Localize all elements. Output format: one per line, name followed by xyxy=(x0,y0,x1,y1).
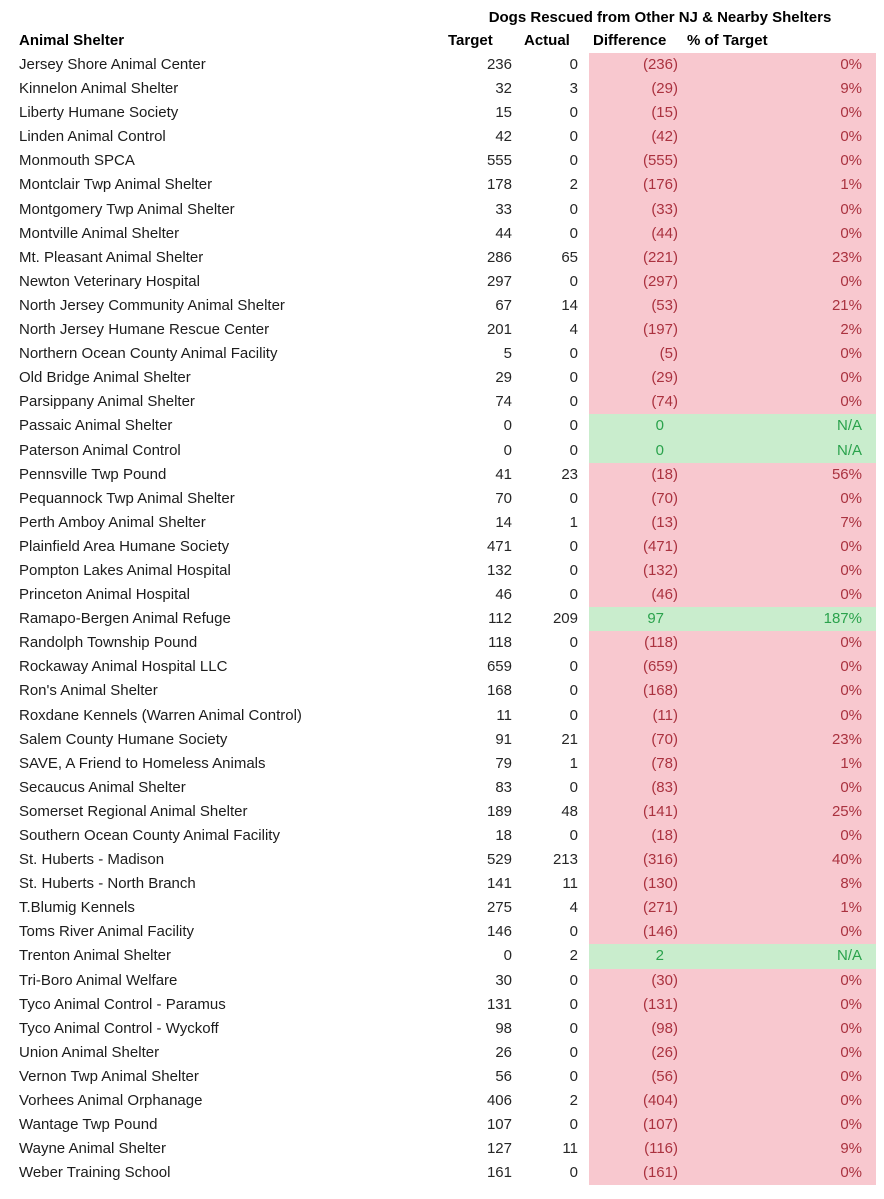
target-value-cell: 189 xyxy=(486,802,512,820)
shelter-name-cell: Pennsville Twp Pound xyxy=(19,465,167,483)
table-title: Dogs Rescued from Other NJ & Nearby Shelters xyxy=(488,9,832,26)
table-row xyxy=(0,704,884,728)
difference-value-cell: (56) xyxy=(589,1065,683,1089)
difference-value-cell: (132) xyxy=(589,559,683,583)
actual-value-cell: 0 xyxy=(569,56,578,73)
table-row xyxy=(0,944,884,968)
shelter-name-cell: Vorhees Animal Orphanage xyxy=(19,1092,203,1110)
table-row xyxy=(0,511,884,535)
target-value-cell: 44 xyxy=(495,224,512,242)
percent-of-target-cell: 1% xyxy=(683,173,876,197)
difference-value-cell: (83) xyxy=(589,776,683,800)
percent-of-target-cell: 56% xyxy=(683,463,876,487)
shelter-name-cell: Randolph Township Pound xyxy=(19,634,198,652)
table-row xyxy=(0,77,884,101)
percent-of-target-cell: 0% xyxy=(683,559,876,583)
table-row xyxy=(0,1041,884,1065)
table-row xyxy=(0,101,884,125)
percent-of-target-cell: 0% xyxy=(683,1161,876,1185)
table-row xyxy=(0,679,884,703)
shelter-name-cell: Rockaway Animal Hospital LLC xyxy=(19,658,228,676)
shelter-name-cell: Passaic Animal Shelter xyxy=(19,417,173,435)
percent-of-target-cell: 0% xyxy=(683,390,876,414)
shelter-name-cell: Union Animal Shelter xyxy=(19,1043,160,1061)
table-row xyxy=(0,270,884,294)
percent-of-target-cell: 25% xyxy=(683,800,876,824)
difference-value-cell: (70) xyxy=(589,487,683,511)
difference-value-cell: (11) xyxy=(589,704,683,728)
target-value-cell: 30 xyxy=(495,971,512,989)
target-value-cell: 67 xyxy=(495,296,512,314)
percent-of-target-cell: 0% xyxy=(683,149,876,173)
column-header-actual: Actual xyxy=(524,32,570,49)
table-row xyxy=(0,246,884,270)
target-value-cell: 42 xyxy=(495,128,512,146)
actual-value-cell: 0 xyxy=(569,586,578,604)
table-body xyxy=(0,53,884,1185)
actual-value-cell: 0 xyxy=(569,995,578,1013)
percent-of-target-cell: 0% xyxy=(683,125,876,149)
percent-of-target-cell: 0% xyxy=(683,679,876,703)
table-row xyxy=(0,583,884,607)
target-value-cell: 15 xyxy=(495,104,512,122)
target-value-cell: 98 xyxy=(495,1019,512,1037)
shelter-name-cell: Trenton Animal Shelter xyxy=(19,947,172,965)
shelter-name-cell: Ron's Animal Shelter xyxy=(19,682,158,700)
percent-of-target-cell: 0% xyxy=(683,535,876,559)
shelter-name-cell: St. Huberts - Madison xyxy=(19,851,165,869)
percent-of-target-cell: 187% xyxy=(683,607,876,631)
difference-value-cell: (271) xyxy=(589,896,683,920)
column-header-animal-shelter: Animal Shelter xyxy=(19,32,125,49)
percent-of-target-cell: 8% xyxy=(683,872,876,896)
shelter-name-cell: Northern Ocean County Animal Facility xyxy=(19,345,278,363)
table-row xyxy=(0,752,884,776)
difference-value-cell: (70) xyxy=(589,728,683,752)
percent-of-target-cell: 0% xyxy=(683,1113,876,1137)
percent-of-target-cell: 9% xyxy=(683,77,876,101)
actual-value-cell: 21 xyxy=(561,730,578,748)
actual-value-cell: 0 xyxy=(569,128,578,146)
shelter-name-cell: Ramapo-Bergen Animal Refuge xyxy=(19,610,231,628)
difference-value-cell: (555) xyxy=(589,149,683,173)
shelter-name-cell: North Jersey Humane Rescue Center xyxy=(19,321,270,339)
table-row xyxy=(0,728,884,752)
shelter-name-cell: Pompton Lakes Animal Hospital xyxy=(19,561,231,579)
difference-value-cell: (30) xyxy=(589,969,683,993)
difference-value-cell: 2 xyxy=(589,944,683,968)
target-value-cell: 74 xyxy=(495,393,512,411)
difference-value-cell: (5) xyxy=(589,342,683,366)
difference-value-cell: (46) xyxy=(589,583,683,607)
actual-value-cell: 0 xyxy=(569,561,578,579)
actual-value-cell: 0 xyxy=(569,393,578,411)
difference-value-cell: (471) xyxy=(589,535,683,559)
target-value-cell: 406 xyxy=(486,1092,512,1110)
percent-of-target-cell: 0% xyxy=(683,920,876,944)
percent-of-target-cell: 0% xyxy=(683,342,876,366)
actual-value-cell: 11 xyxy=(562,1140,578,1158)
table-row xyxy=(0,655,884,679)
percent-of-target-cell: 0% xyxy=(683,704,876,728)
difference-value-cell: (116) xyxy=(589,1137,683,1161)
actual-value-cell: 0 xyxy=(569,658,578,676)
percent-of-target-cell: 0% xyxy=(683,1041,876,1065)
target-value-cell: 555 xyxy=(486,152,512,170)
shelter-name-cell: Monmouth SPCA xyxy=(19,152,135,170)
actual-value-cell: 0 xyxy=(569,441,578,459)
shelter-name-cell: T.Blumig Kennels xyxy=(19,899,135,917)
difference-value-cell: (176) xyxy=(589,173,683,197)
actual-value-cell: 0 xyxy=(569,537,578,555)
actual-value-cell: 0 xyxy=(569,778,578,796)
shelter-name-cell: Newton Veterinary Hospital xyxy=(19,272,200,290)
shelter-name-cell: Somerset Regional Animal Shelter xyxy=(19,802,248,820)
shelter-name-cell: Vernon Twp Animal Shelter xyxy=(19,1067,199,1085)
target-value-cell: 5 xyxy=(503,345,512,363)
target-value-cell: 33 xyxy=(495,200,512,218)
difference-value-cell: (13) xyxy=(589,511,683,535)
actual-value-cell: 0 xyxy=(569,489,578,507)
column-header-percent-of-target: % of Target xyxy=(687,32,768,49)
shelter-name-cell: Princeton Animal Hospital xyxy=(19,586,190,604)
shelter-name-cell: Tyco Animal Control - Paramus xyxy=(19,995,226,1013)
actual-value-cell: 0 xyxy=(569,200,578,218)
target-value-cell: 127 xyxy=(486,1140,512,1158)
shelter-name-cell: North Jersey Community Animal Shelter xyxy=(19,296,285,314)
column-header-target: Target xyxy=(448,32,493,49)
table-row xyxy=(0,1017,884,1041)
percent-of-target-cell: 0% xyxy=(683,222,876,246)
actual-value-cell: 2 xyxy=(569,947,578,965)
table-row xyxy=(0,1113,884,1137)
target-value-cell: 56 xyxy=(495,1067,512,1085)
actual-value-cell: 0 xyxy=(569,1164,578,1182)
percent-of-target-cell: 0% xyxy=(683,198,876,222)
table-row xyxy=(0,559,884,583)
shelter-name-cell: Kinnelon Animal Shelter xyxy=(19,80,179,98)
target-value-cell: 79 xyxy=(495,754,512,772)
shelter-name-cell: Secaucus Animal Shelter xyxy=(19,778,186,796)
shelter-name-cell: Wantage Twp Pound xyxy=(19,1116,158,1134)
table-row xyxy=(0,824,884,848)
shelter-name-cell: Montville Animal Shelter xyxy=(19,224,180,242)
percent-of-target-cell: 7% xyxy=(683,511,876,535)
actual-value-cell: 0 xyxy=(569,369,578,387)
actual-value-cell: 0 xyxy=(569,923,578,941)
difference-value-cell: (78) xyxy=(589,752,683,776)
difference-value-cell: (29) xyxy=(589,77,683,101)
actual-value-cell: 4 xyxy=(569,899,578,917)
difference-value-cell: (316) xyxy=(589,848,683,872)
target-value-cell: 14 xyxy=(495,513,512,531)
difference-value-cell: (42) xyxy=(589,125,683,149)
actual-value-cell: 0 xyxy=(569,1019,578,1037)
percent-of-target-cell: 0% xyxy=(683,969,876,993)
actual-value-cell: 0 xyxy=(569,827,578,844)
target-value-cell: 32 xyxy=(495,80,512,98)
percent-of-target-cell: N/A xyxy=(683,439,876,463)
difference-value-cell: 0 xyxy=(589,414,683,438)
shelter-name-cell: Salem County Humane Society xyxy=(19,730,228,748)
percent-of-target-cell: 0% xyxy=(683,993,876,1017)
percent-of-target-cell: 0% xyxy=(683,366,876,390)
table-row xyxy=(0,222,884,246)
target-value-cell: 132 xyxy=(486,561,512,579)
actual-value-cell: 2 xyxy=(569,1092,578,1110)
table-row xyxy=(0,776,884,800)
target-value-cell: 11 xyxy=(496,706,512,724)
difference-value-cell: (197) xyxy=(589,318,683,342)
target-value-cell: 118 xyxy=(488,634,512,652)
target-value-cell: 286 xyxy=(486,248,512,266)
title-bar xyxy=(0,0,884,29)
target-value-cell: 26 xyxy=(495,1043,512,1061)
shelter-name-cell: Mt. Pleasant Animal Shelter xyxy=(19,248,204,266)
shelter-name-cell: Paterson Animal Control xyxy=(19,441,181,459)
difference-value-cell: (118) xyxy=(589,631,683,655)
actual-value-cell: 1 xyxy=(569,754,578,772)
target-value-cell: 0 xyxy=(503,417,512,435)
actual-value-cell: 0 xyxy=(569,1116,578,1134)
difference-value-cell: (168) xyxy=(589,679,683,703)
target-value-cell: 141 xyxy=(486,875,512,893)
actual-value-cell: 0 xyxy=(569,1043,578,1061)
actual-value-cell: 209 xyxy=(552,610,578,628)
percent-of-target-cell: 23% xyxy=(683,728,876,752)
shelter-name-cell: Jersey Shore Animal Center xyxy=(19,56,206,73)
table-row xyxy=(0,198,884,222)
percent-of-target-cell: 9% xyxy=(683,1137,876,1161)
table-row xyxy=(0,366,884,390)
target-value-cell: 131 xyxy=(486,995,512,1013)
difference-value-cell: (130) xyxy=(589,872,683,896)
difference-value-cell: (18) xyxy=(589,824,683,848)
table-row xyxy=(0,149,884,173)
table-row xyxy=(0,125,884,149)
difference-value-cell: (221) xyxy=(589,246,683,270)
shelter-name-cell: SAVE, A Friend to Homeless Animals xyxy=(19,754,266,772)
percent-of-target-cell: 0% xyxy=(683,655,876,679)
target-value-cell: 91 xyxy=(495,730,512,748)
actual-value-cell: 0 xyxy=(569,417,578,435)
shelter-name-cell: Montgomery Twp Animal Shelter xyxy=(19,200,235,218)
table-row xyxy=(0,872,884,896)
target-value-cell: 0 xyxy=(503,947,512,965)
target-value-cell: 471 xyxy=(486,537,512,555)
column-header-difference: Difference xyxy=(593,32,667,49)
shelter-name-cell: Liberty Humane Society xyxy=(19,104,179,122)
difference-value-cell: (18) xyxy=(589,463,683,487)
target-value-cell: 659 xyxy=(486,658,512,676)
actual-value-cell: 23 xyxy=(561,465,578,483)
actual-value-cell: 0 xyxy=(569,104,578,122)
actual-value-cell: 0 xyxy=(569,224,578,242)
shelter-name-cell: Tri-Boro Animal Welfare xyxy=(19,971,178,989)
target-value-cell: 18 xyxy=(495,827,512,844)
actual-value-cell: 1 xyxy=(569,513,578,531)
table-row xyxy=(0,969,884,993)
table-row xyxy=(0,896,884,920)
actual-value-cell: 0 xyxy=(569,272,578,290)
actual-value-cell: 0 xyxy=(569,634,578,652)
actual-value-cell: 213 xyxy=(552,851,578,869)
target-value-cell: 83 xyxy=(495,778,512,796)
shelter-name-cell: Pequannock Twp Animal Shelter xyxy=(19,489,235,507)
percent-of-target-cell: 2% xyxy=(683,318,876,342)
difference-value-cell: (29) xyxy=(589,366,683,390)
actual-value-cell: 2 xyxy=(569,176,578,194)
actual-value-cell: 0 xyxy=(569,682,578,700)
table-row xyxy=(0,1089,884,1113)
actual-value-cell: 0 xyxy=(569,706,578,724)
actual-value-cell: 11 xyxy=(562,875,578,893)
table-row xyxy=(0,535,884,559)
difference-value-cell: 97 xyxy=(589,607,683,631)
percent-of-target-cell: 0% xyxy=(683,776,876,800)
percent-of-target-cell: 21% xyxy=(683,294,876,318)
percent-of-target-cell: 0% xyxy=(683,631,876,655)
difference-value-cell: (131) xyxy=(589,993,683,1017)
table-row xyxy=(0,463,884,487)
percent-of-target-cell: 0% xyxy=(683,1017,876,1041)
percent-of-target-cell: 0% xyxy=(683,101,876,125)
percent-of-target-cell: 0% xyxy=(683,1065,876,1089)
target-value-cell: 236 xyxy=(486,56,512,73)
actual-value-cell: 65 xyxy=(561,248,578,266)
actual-value-cell: 0 xyxy=(569,971,578,989)
percent-of-target-cell: 40% xyxy=(683,848,876,872)
shelter-name-cell: Wayne Animal Shelter xyxy=(19,1140,167,1158)
target-value-cell: 107 xyxy=(486,1116,512,1134)
target-value-cell: 146 xyxy=(486,923,512,941)
difference-value-cell: (98) xyxy=(589,1017,683,1041)
table-row xyxy=(0,342,884,366)
actual-value-cell: 3 xyxy=(569,80,578,98)
table-row xyxy=(0,318,884,342)
percent-of-target-cell: 0% xyxy=(683,1089,876,1113)
percent-of-target-cell: 1% xyxy=(683,752,876,776)
shelter-name-cell: Linden Animal Control xyxy=(19,128,166,146)
difference-value-cell: 0 xyxy=(589,439,683,463)
percent-of-target-cell: 1% xyxy=(683,896,876,920)
target-value-cell: 41 xyxy=(495,465,512,483)
table-row xyxy=(0,993,884,1017)
target-value-cell: 529 xyxy=(486,851,512,869)
target-value-cell: 297 xyxy=(486,272,512,290)
actual-value-cell: 0 xyxy=(569,1067,578,1085)
table-row xyxy=(0,631,884,655)
table-row xyxy=(0,848,884,872)
table-row xyxy=(0,1161,884,1185)
difference-value-cell: (15) xyxy=(589,101,683,125)
table-row xyxy=(0,1065,884,1089)
difference-value-cell: (141) xyxy=(589,800,683,824)
difference-value-cell: (33) xyxy=(589,198,683,222)
difference-value-cell: (404) xyxy=(589,1089,683,1113)
target-value-cell: 0 xyxy=(503,441,512,459)
target-value-cell: 201 xyxy=(486,321,512,339)
percent-of-target-cell: 0% xyxy=(683,824,876,848)
actual-value-cell: 0 xyxy=(569,152,578,170)
shelter-name-cell: Perth Amboy Animal Shelter xyxy=(19,513,206,531)
target-value-cell: 29 xyxy=(495,369,512,387)
shelter-name-cell: Parsippany Animal Shelter xyxy=(19,393,195,411)
table-row xyxy=(0,487,884,511)
percent-of-target-cell: 23% xyxy=(683,246,876,270)
table-row xyxy=(0,390,884,414)
table-row xyxy=(0,439,884,463)
percent-of-target-cell: 0% xyxy=(683,270,876,294)
target-value-cell: 112 xyxy=(488,610,512,628)
shelter-name-cell: Plainfield Area Humane Society xyxy=(19,537,230,555)
difference-value-cell: (236) xyxy=(589,53,683,77)
table-row xyxy=(0,800,884,824)
table-row xyxy=(0,607,884,631)
table-row xyxy=(0,53,884,77)
difference-value-cell: (74) xyxy=(589,390,683,414)
shelter-name-cell: Southern Ocean County Animal Facility xyxy=(19,827,280,844)
table-row xyxy=(0,414,884,438)
table-row xyxy=(0,294,884,318)
difference-value-cell: (161) xyxy=(589,1161,683,1185)
shelter-name-cell: Old Bridge Animal Shelter xyxy=(19,369,191,387)
difference-value-cell: (26) xyxy=(589,1041,683,1065)
difference-value-cell: (53) xyxy=(589,294,683,318)
difference-value-cell: (146) xyxy=(589,920,683,944)
shelter-name-cell: Montclair Twp Animal Shelter xyxy=(19,176,213,194)
target-value-cell: 70 xyxy=(495,489,512,507)
table-header-row xyxy=(0,29,884,53)
actual-value-cell: 14 xyxy=(561,296,578,314)
target-value-cell: 46 xyxy=(495,586,512,604)
shelter-name-cell: Tyco Animal Control - Wyckoff xyxy=(19,1019,219,1037)
difference-value-cell: (297) xyxy=(589,270,683,294)
percent-of-target-cell: 0% xyxy=(683,53,876,77)
target-value-cell: 168 xyxy=(486,682,512,700)
percent-of-target-cell: N/A xyxy=(683,944,876,968)
actual-value-cell: 4 xyxy=(569,321,578,339)
percent-of-target-cell: 0% xyxy=(683,487,876,511)
percent-of-target-cell: 0% xyxy=(683,583,876,607)
difference-value-cell: (659) xyxy=(589,655,683,679)
actual-value-cell: 48 xyxy=(561,802,578,820)
shelter-name-cell: Weber Training School xyxy=(19,1164,171,1182)
percent-of-target-cell: N/A xyxy=(683,414,876,438)
table-row xyxy=(0,920,884,944)
shelter-name-cell: St. Huberts - North Branch xyxy=(19,875,196,893)
actual-value-cell: 0 xyxy=(569,345,578,363)
difference-value-cell: (44) xyxy=(589,222,683,246)
target-value-cell: 161 xyxy=(486,1164,512,1182)
shelter-name-cell: Toms River Animal Facility xyxy=(19,923,195,941)
shelter-name-cell: Roxdane Kennels (Warren Animal Control) xyxy=(19,706,302,724)
table-row xyxy=(0,173,884,197)
difference-value-cell: (107) xyxy=(589,1113,683,1137)
table-row xyxy=(0,1137,884,1161)
target-value-cell: 275 xyxy=(486,899,512,917)
target-value-cell: 178 xyxy=(486,176,512,194)
